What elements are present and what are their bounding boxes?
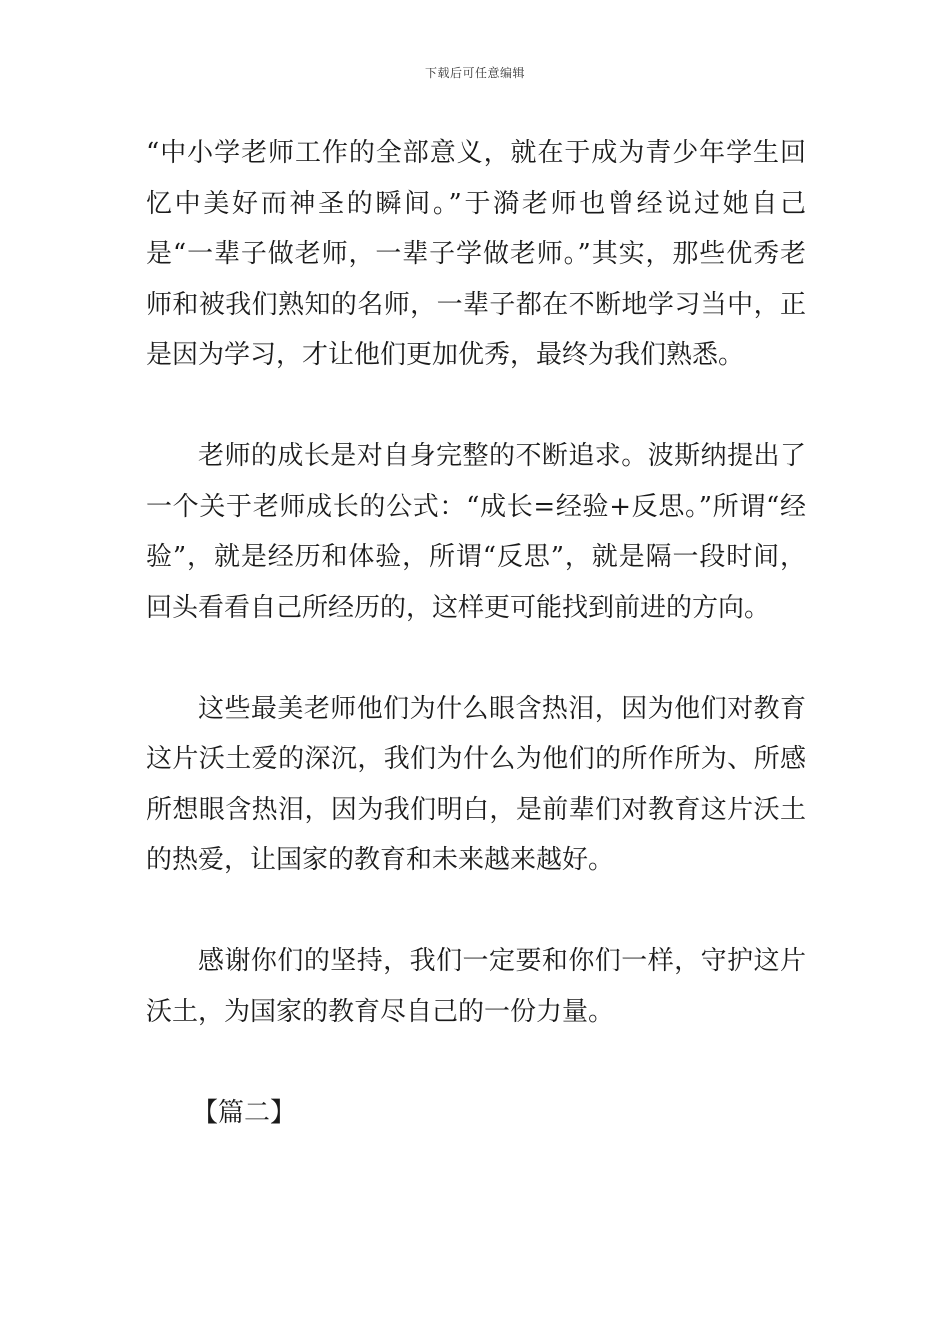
paragraph-2: 老师的成长是对自身完整的不断追求。波斯纳提出了一个关于老师成长的公式：“成长=经验+反思。”所谓“经验”，就是经历和体验，所谓“反思”，就是隔一段时间，回头看看自己所经历的，这样更可能找到前进的方向。 xyxy=(146,441,806,623)
paragraph-4: 感谢你们的坚持，我们一定要和你们一样，守护这片沃土，为国家的教育尽自己的一份力量。 xyxy=(146,946,806,1027)
paragraph-3: 这些最美老师他们为什么眼含热泪，因为他们对教育这片沃土爱的深沉，我们为什么为他们的所作所为、所感所想眼含热泪，因为我们明白，是前辈们对教育这片沃土的热爱，让国家的教育和未来越来越好。 xyxy=(146,693,806,875)
document-body xyxy=(146,128,806,1138)
section-heading: 【篇二】 xyxy=(192,1097,297,1128)
page-header: 下载后可任意编辑 xyxy=(424,66,525,80)
paragraph-1: “中小学老师工作的全部意义，就在于成为青少年学生回忆中美好而神圣的瞬间。”于漪老师也曾经说过她自己是“一辈子做老师，一辈子学做老师。”其实，那些优秀老师和被我们熟知的名师，一辈子都在不断地学习当中，正是因为学习，才让他们更加优秀，最终为我们熟悉。 xyxy=(146,138,806,370)
